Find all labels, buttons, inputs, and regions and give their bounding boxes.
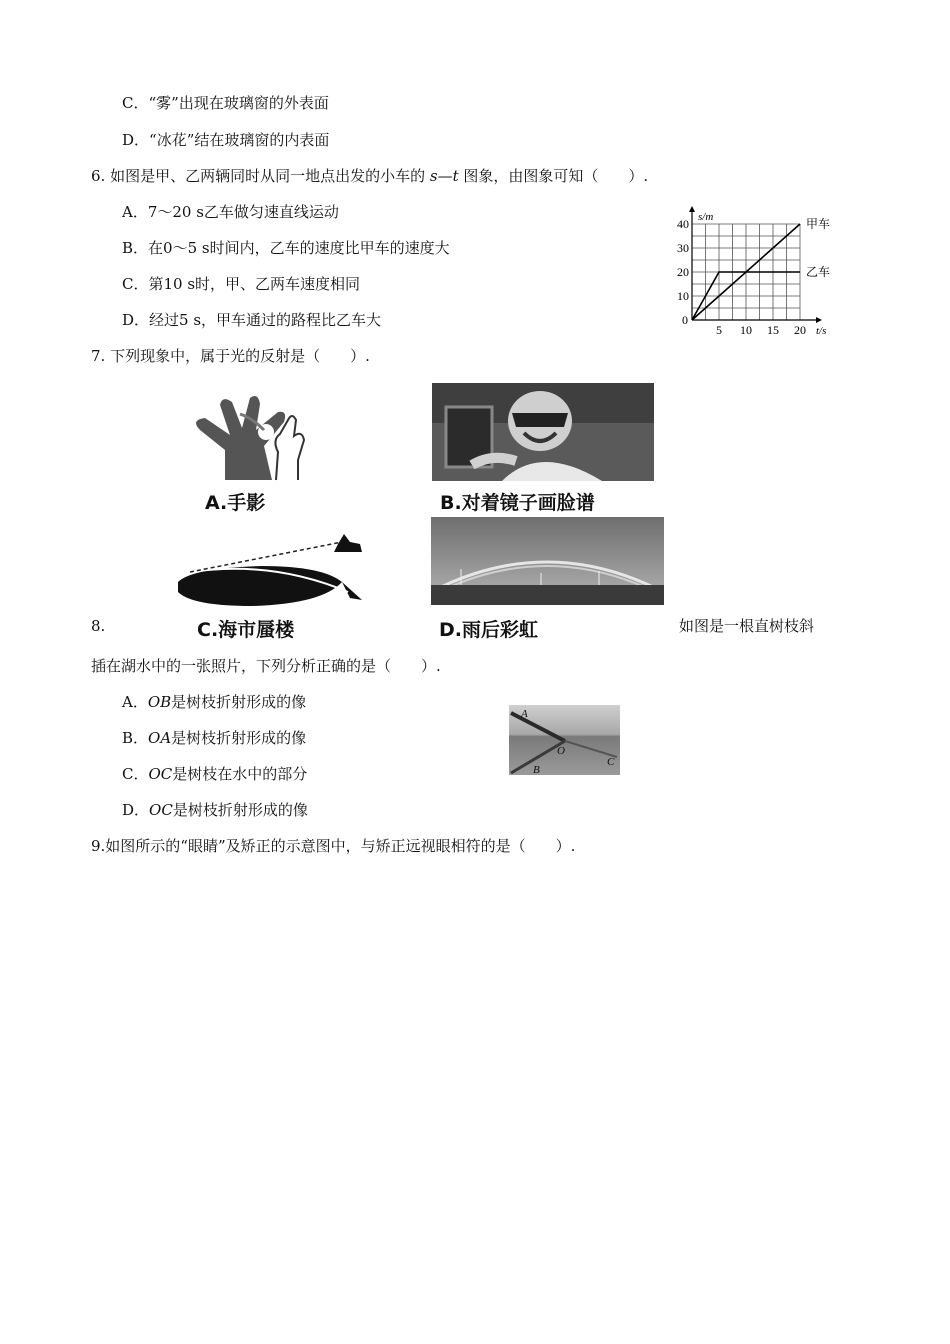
- q6-option-c: C．第10 s时，甲、乙两车速度相同: [122, 275, 361, 293]
- q8-option-b-seg: OA: [148, 729, 172, 747]
- mirage-image: [172, 530, 372, 612]
- rainbow-image: [431, 517, 664, 605]
- series-label-1: 甲车: [806, 217, 831, 231]
- y-axis-arrow: [689, 206, 695, 212]
- q6-option-b: B．在0～5 s时间内，乙车的速度比甲车的速度大: [122, 239, 450, 257]
- q8-stem-line2: 插在湖水中的一张照片，下列分析正确的是（ ）.: [91, 657, 441, 675]
- q6-stem-pre: 6. 如图是甲、乙两辆同时从同一地点出发的小车的: [91, 167, 426, 185]
- x-tick-label: 20: [794, 323, 806, 337]
- branch-in-water-photo: [509, 705, 620, 775]
- x-tick-label: 10: [740, 323, 752, 337]
- q7-stem: 7. 下列现象中，属于光的反射是（ ）.: [91, 347, 370, 365]
- q8-option-d-text: 是树枝折射形成的像: [172, 801, 308, 819]
- y-axis-label: s/m: [698, 211, 714, 223]
- q8-option-a-seg: OB: [147, 693, 172, 711]
- q5-option-c: C．“雾”出现在玻璃窗的外表面: [122, 94, 329, 112]
- q6-stem-s: s: [429, 167, 438, 185]
- q6-stem-dash: —: [437, 167, 453, 185]
- q6-stem-t: t: [452, 167, 459, 185]
- y-tick-label: 10: [677, 289, 689, 303]
- caption-b: B.对着镜子画脸谱: [440, 492, 595, 514]
- q6-stem: [91, 166, 648, 186]
- y-tick-label: 40: [677, 217, 689, 231]
- q8-option-a: [122, 692, 306, 712]
- q6-option-d: D．经过5 s，甲车通过的路程比乙车大: [122, 311, 382, 329]
- face-painting-mirror-image: [432, 383, 654, 481]
- q8-option-c-text: 是树枝在水中的部分: [172, 765, 308, 783]
- y-tick-label: 20: [677, 265, 689, 279]
- q8-number: 8.: [91, 617, 106, 635]
- caption-a: A.手影: [205, 492, 266, 514]
- q8-option-d-seg: OC: [149, 801, 173, 819]
- label-a: A: [521, 708, 528, 720]
- q8-option-d: [122, 800, 308, 820]
- q8-option-c-prefix: C．: [122, 765, 149, 783]
- q8-option-b: [122, 728, 306, 748]
- chart-labels: [677, 211, 830, 337]
- hand-shadow-image: [180, 390, 320, 485]
- q8-option-c: [122, 764, 307, 784]
- label-b: B: [533, 764, 540, 775]
- q6-option-a: A．7～20 s乙车做匀速直线运动: [122, 203, 339, 221]
- x-tick-label: 5: [716, 323, 722, 337]
- st-graph: [672, 200, 844, 340]
- label-o: O: [557, 745, 565, 757]
- q8-option-a-text: 是树枝折射形成的像: [171, 693, 307, 711]
- origin-label: 0: [682, 313, 688, 327]
- q8-option-b-prefix: B．: [122, 729, 149, 747]
- q8-option-c-seg: OC: [148, 765, 173, 783]
- label-c: C: [607, 756, 615, 768]
- q8-option-a-prefix: A．: [122, 693, 148, 711]
- caption-c: C.海市蜃楼: [197, 619, 295, 641]
- y-tick-label: 30: [677, 241, 689, 255]
- x-axis-arrow: [816, 317, 822, 323]
- q8-option-d-prefix: D．: [122, 801, 150, 819]
- x-tick-label: 15: [767, 323, 779, 337]
- x-axis-label: t/s: [816, 325, 827, 337]
- q8-stem-right: 如图是一根直树枝斜: [679, 617, 815, 635]
- series-label-2: 乙车: [806, 265, 831, 279]
- q9-stem: 9.如图所示的“眼睛”及矫正的示意图中，与矫正远视眼相符的是（ ）.: [91, 837, 576, 855]
- q8-option-b-text: 是树枝折射形成的像: [171, 729, 307, 747]
- q6-stem-post: 图象，由图象可知（ ）.: [463, 167, 649, 185]
- q5-option-d: D．“冰花”结在玻璃窗的内表面: [122, 131, 330, 149]
- caption-d: D.雨后彩虹: [439, 619, 538, 641]
